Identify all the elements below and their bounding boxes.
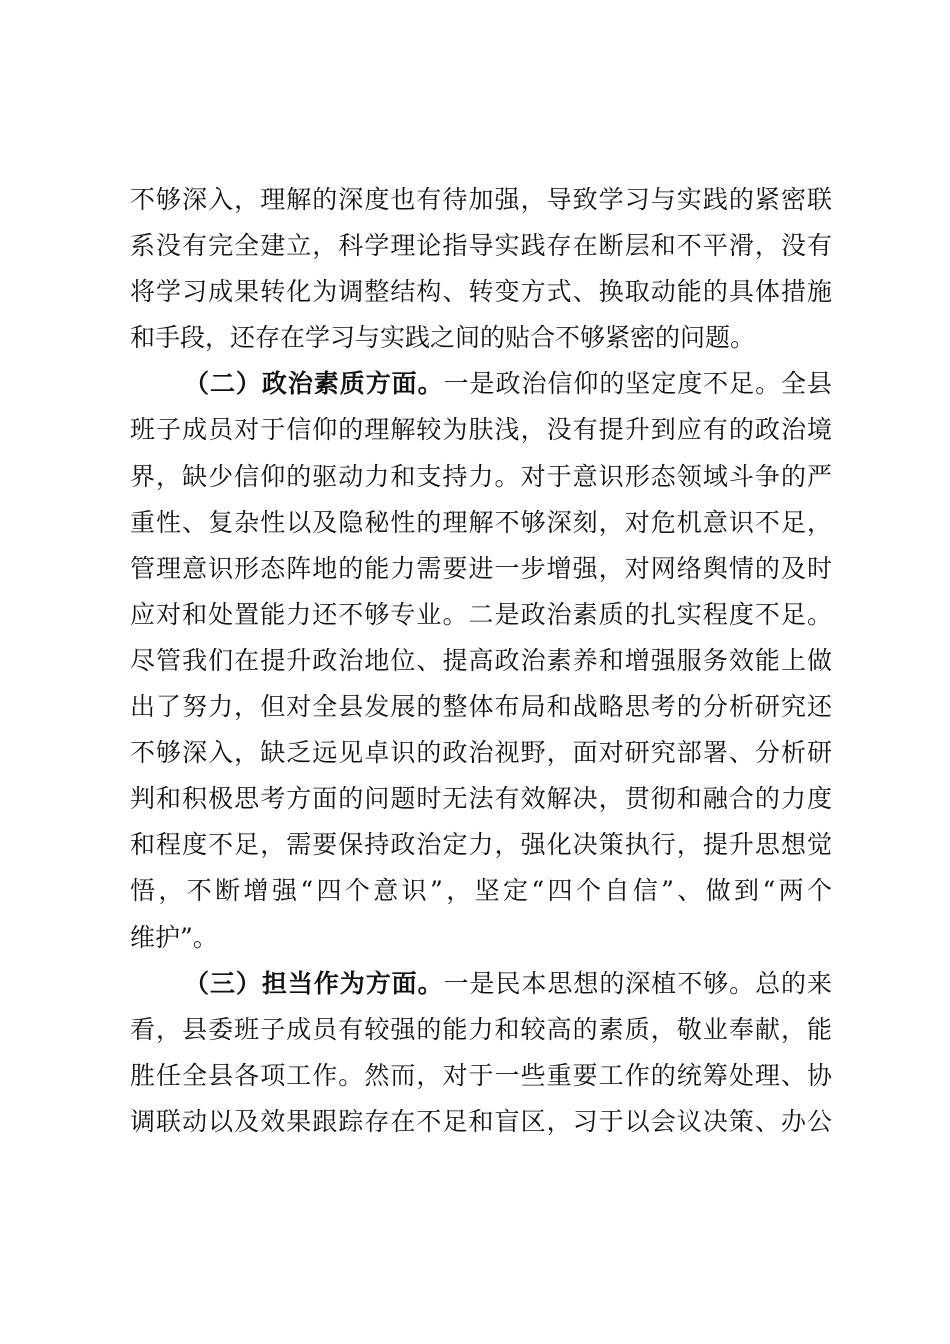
text-line (130, 597, 832, 643)
text-line (130, 551, 832, 597)
text-line (130, 412, 832, 458)
text-line (130, 689, 832, 735)
text-line (130, 274, 832, 320)
text-line (130, 459, 832, 505)
paragraph (130, 182, 832, 366)
line-text: 看，县委班子成员有较强的能力和较高的素质，敬业奉献，能 (130, 1014, 832, 1044)
line-text: 界，缺少信仰的驱动力和支持力。对于意识形态领域斗争的严 (130, 461, 832, 491)
text-line (130, 781, 832, 827)
document-page (130, 182, 832, 1150)
text-line (130, 920, 832, 966)
text-line (130, 1012, 832, 1058)
paragraph (130, 366, 832, 965)
line-text: 悟，不断增强“四个意识”，坚定“四个自信”、做到“两个 (130, 876, 832, 906)
line-text: 应对和处置能力还不够专业。二是政治素质的扎实程度不足。 (130, 599, 832, 629)
line-text: 管理意识形态阵地的能力需要进一步增强，对网络舆情的及时 (130, 553, 832, 583)
line-text: 判和积极思考方面的问题时无法有效解决，贯彻和融合的力度 (130, 784, 832, 814)
line-text: 不够深入，理解的深度也有待加强，导致学习与实践的紧密联 (130, 185, 832, 214)
text-line (130, 966, 832, 1012)
line-text: 班子成员对于信仰的理解较为肤浅，没有提升到应有的政治境 (130, 415, 832, 445)
text-line (130, 228, 832, 274)
line-text: 维护”。 (130, 922, 218, 952)
section-heading: （二）政治素质方面。 (184, 369, 444, 399)
line-text: 不够深入，缺乏远见卓识的政治视野，面对研究部署、分析研 (130, 738, 832, 768)
line-text: 出了努力，但对全县发展的整体布局和战略思考的分析研究还 (130, 692, 832, 722)
line-text: 和手段，还存在学习与实践之间的贴合不够紧密的问题。 (130, 323, 756, 353)
line-text: 尽管我们在提升政治地位、提高政治素养和增强服务效能上做 (130, 645, 832, 675)
text-line (130, 873, 832, 919)
line-text: 一是民本思想的深植不够。总的来 (443, 968, 832, 998)
line-text: 调联动以及效果跟踪存在不足和盲区，习于以会议决策、办公 (130, 1106, 832, 1136)
text-line (130, 320, 832, 366)
text-line (130, 735, 832, 781)
text-line (130, 1058, 832, 1104)
line-text: 和程度不足，需要保持政治定力，强化决策执行，提升思想觉 (130, 830, 832, 860)
line-text: 重性、复杂性以及隐秘性的理解不够深刻，对危机意识不足， (130, 507, 832, 537)
text-line (130, 827, 832, 873)
line-text: 一是政治信仰的坚定度不足。全县 (443, 369, 832, 399)
text-line (130, 505, 832, 551)
text-line (130, 366, 832, 412)
text-line (130, 643, 832, 689)
line-text: 将学习成果转化为调整结构、转变方式、换取动能的具体措施 (130, 277, 832, 307)
paragraph (130, 966, 832, 1150)
text-line (130, 182, 832, 228)
line-text: 系没有完全建立，科学理论指导实践存在断层和不平滑，没有 (130, 231, 832, 261)
text-line (130, 1104, 832, 1150)
line-text: 胜任全县各项工作。然而，对于一些重要工作的统筹处理、协 (130, 1060, 832, 1090)
section-heading: （三）担当作为方面。 (184, 968, 444, 998)
